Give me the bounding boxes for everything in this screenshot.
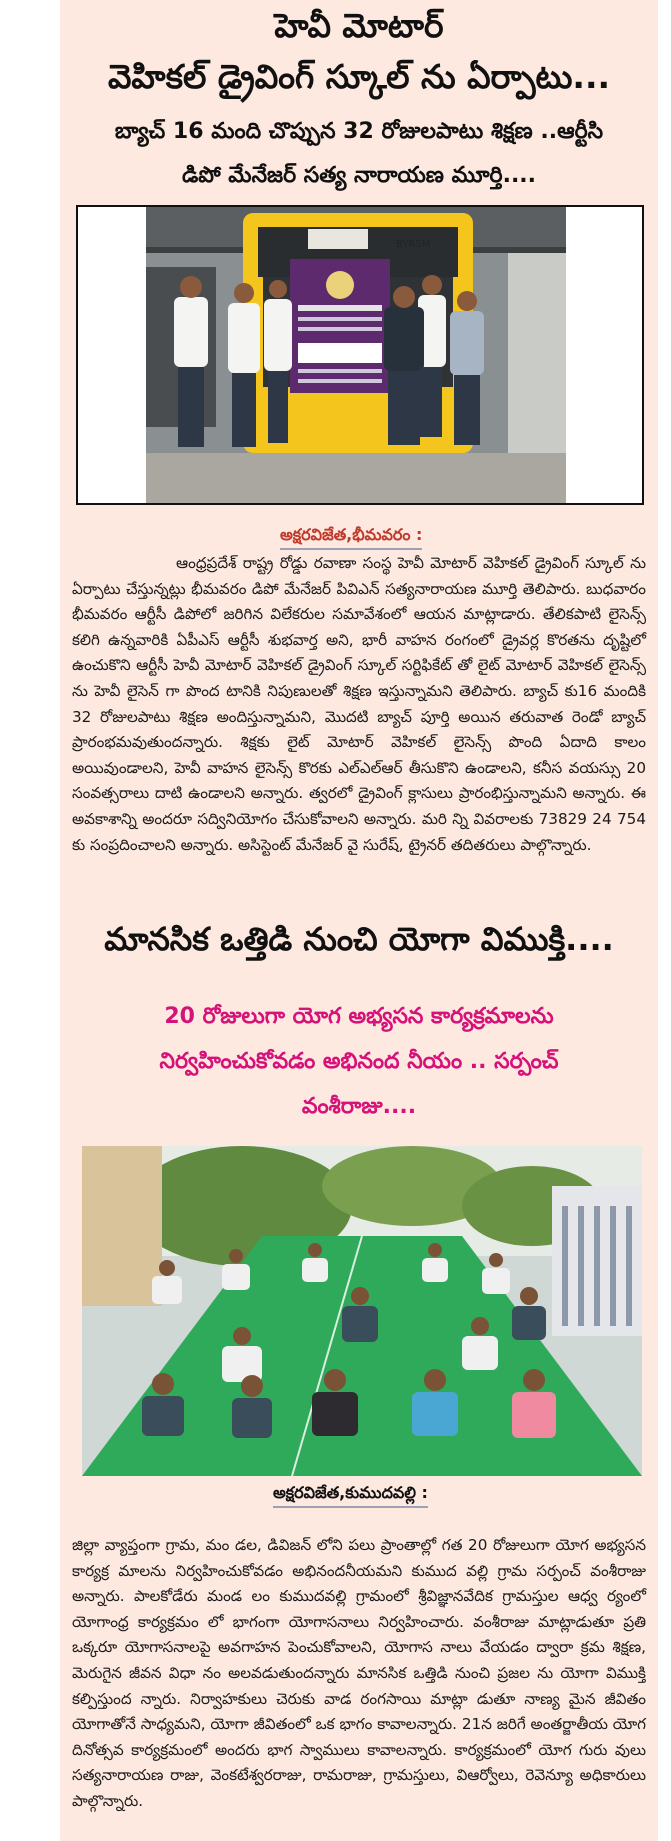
bus-number-text: BYRSM — [396, 239, 431, 250]
yoga-photo-illustration — [82, 1146, 642, 1476]
driving-school-photo-illustration — [78, 207, 642, 503]
article1-body: ఆంధ్రప్రదేశ్ రాష్ట్ర రోడ్డు రవాణా సంస్థ హెవీ మోటార్ వెహికల్ డ్రైవింగ్ స్కూల్ ను ఏర్పాటు చేస్తున్నట్లు భీమవరం డిపో మేనేజర్ పివిఎన్ సత్యనారాయణ మూర్తి తెలిపారు. బుధవారం భీమవరం ఆర్టీసీ డిపోలో జరిగిన విలేకరుల సమావేశంలో ఆయన మాట్లాడారు. తేలికపాటి లైసెన్స్ కలిగి ఉన్నవారికి ఏపీఎస్ ఆర్టీసీ శుభవార్త అని, భారీ వాహన రంగంలో డ్రైవర్ల కొరతను దృష్టిలో ఉంచుకొని ఆర్టీసీ హెవీ మోటార్ వెహికల్ డ్రైవింగ్ స్కూల్ సర్టిఫికేట్ తో లైట్ మోటార్ వెహికల్ లైసెన్స్ ను హెవీ లైసెన్ గా పొంద టానికి నిపుణులతో శిక్షణ ఇస్తున్నామని తెలిపారు. బ్యాచ్ కు16 మందికి 32 రోజులపాటు శిక్షణ అందిస్తున్నామని, మొదటి బ్యాచ్ పూర్తి అయిన తరువాత రెండో బ్యాచ్ ప్రారంభమవుతుందన్నారు. శిక్షకు లైట్ మోటార్ వెహికల్ లైసెన్స్ పొంది ఏదాది కాలం అయివుండాలని, హెవీ వాహన లైసెన్స్ కొరకు ఎల్ఎల్ఆర్ తీసుకొని ఉండాలని, కనీస వయస్సు 20 సంవత్సరాలు దాటి ఉండాలని అన్నారు. త్వరలో డ్రైవింగ్ క్లాసులు ప్రారంభిస్తున్నామని అన్నారు. ఈ అవకాశాన్ని అందరూ సద్వినియోగం చేసుకోవాలని అన్నారు. మరి న్ని వివరాలకు 73829 24 754 కు సంప్రదించాలని అన్నారు. అసిస్టెంట్ మేనేజర్ వై సురేష్, ట్రైనర్ తదితరులు పాల్గొన్నారు. — [72, 554, 647, 854]
article2-photo — [82, 1146, 642, 1476]
article2-subhead-line2: నిర్వహించుకోవడం అభినంద నీయం .. సర్పంచ్ — [159, 1049, 559, 1074]
article2-subhead-line3: వంశీరాజు.... — [301, 1094, 417, 1119]
article2-byline: అక్షరవిజేత,కుముదవల్లి : — [273, 1482, 428, 1508]
article2-subhead-line1: 20 రోజులుగా యోగ అభ్యసన కార్యక్రమాలను — [164, 1004, 554, 1029]
article1-photo — [76, 205, 644, 505]
article1-byline: అక్షరవిజేత,భీమవరం : — [280, 524, 422, 550]
article1-subhead-line2: డిపో మేనేజర్ సత్య నారాయణ మూర్తి.... — [181, 163, 537, 188]
article1-subhead-line1: బ్యాచ్ 16 మంది చొప్పున 32 రోజులపాటు శిక్షణ ..ఆర్టీసి — [114, 119, 604, 144]
article1-headline-line1: హెవీ మోటార్ — [274, 6, 444, 45]
article2-headline: మానసిక ఒత్తిడి నుంచి యోగా విముక్తి.... — [104, 920, 614, 958]
article2-body: జిల్లా వ్యాప్తంగా గ్రామ, మం డల, డివిజన్ లోని పలు ప్రాంతాల్లో గత 20 రోజులుగా యోగ అభ్యసన కార్యక్ర మాలను నిర్వహించుకోవడం అభినందనీయమని కుముద వల్లి గ్రామ సర్పంచ్ వంశీరాజు అన్నారు. పాలకోడేరు మండ లం కుముదవల్లి గ్రామంలో శ్రీవిజ్ఞానవేదిక గ్రామస్తుల ఆధ్వ ర్యంలో యోగాంధ్ర కార్యక్రమం లో భాగంగా యోగాసనాలు నిర్వహించారు. వంశీరాజు మాట్లాడుతూ ప్రతి ఒక్కరూ యోగాసనాలపై అవగాహన పెంచుకోవాలని, యోగాస నాలు వేయడం ద్వారా క్రమ శిక్షణ, మెరుగైన జీవన విధా నం అలవడుతుందన్నారు మానసిక ఒత్తిడి నుంచి ప్రజల ను యోగా విముక్తి కల్పిస్తుంద న్నారు. నిర్వాహకులు చెరుకు వాడ రంగసాయి మాట్లా డుతూ నాణ్య మైన జీవితం యోగాతోనే సాధ్యమని, యోగా జీవితంలో ఒక భాగం కావాలన్నారు. 21న జరిగే అంతర్జాతీయ యోగ దినోత్సవ కార్యక్రమంలో అందరు భాగ స్వాములు కావాలన్నారు. కార్యక్రమంలో యోగ గురు వులు సత్యనారాయణ రాజు, వెంకటేశ్వరరాజు, రామరాజు, గ్రామస్తులు, విఆర్వోలు, రెవెన్యూ అధికారులు పాల్గొన్నారు. — [72, 1536, 646, 1810]
article1-headline-line2: వెహికల్ డ్రైవింగ్ స్కూల్ ను ఏర్పాటు... — [107, 57, 611, 96]
